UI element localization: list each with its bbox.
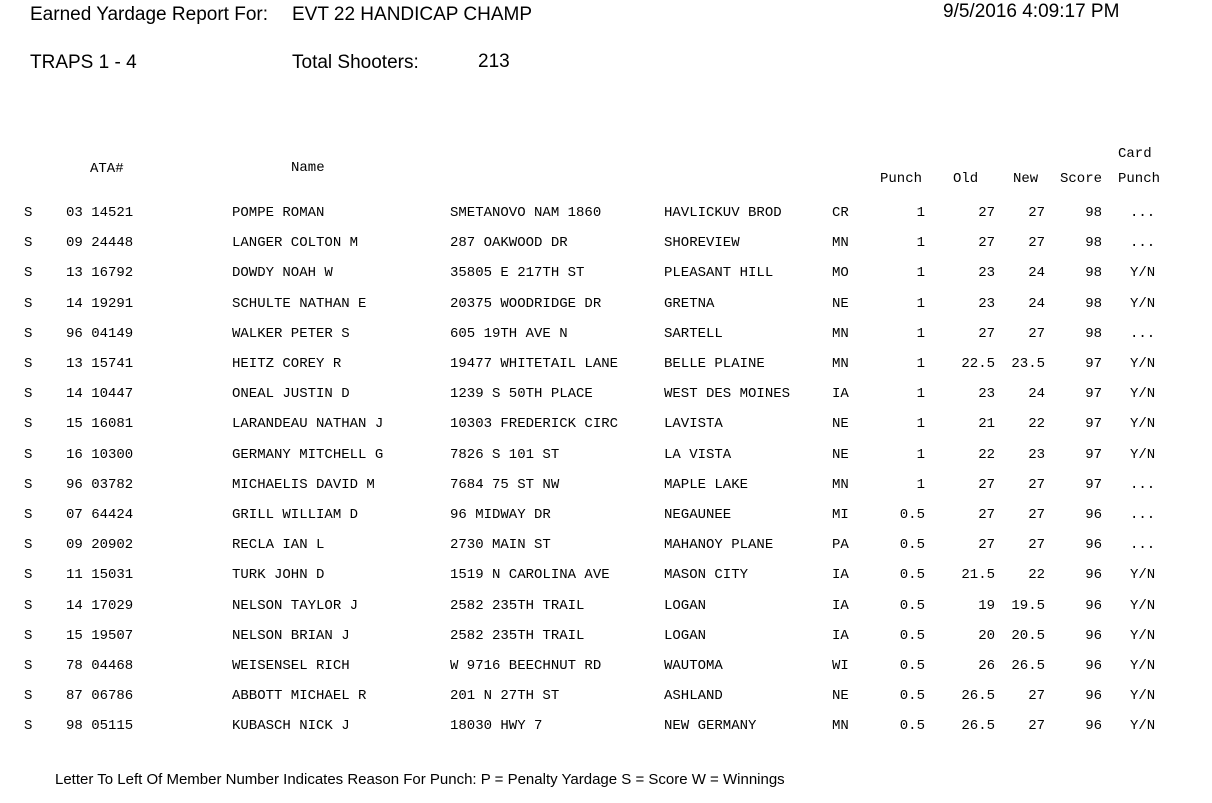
cell-city: NEW GERMANY — [664, 718, 757, 735]
cell-old: 27 — [978, 507, 995, 523]
table-row — [0, 326, 1212, 356]
cell-score: 97 — [1085, 386, 1102, 403]
cell-state: IA — [832, 597, 849, 614]
cell-card: Y/N — [1130, 718, 1156, 735]
cell-score: 98 — [1085, 295, 1102, 312]
cell-punch: 0.5 — [899, 627, 925, 644]
cell-new: 22 — [1028, 416, 1045, 433]
report-title-label: Earned Yardage Report For: — [30, 4, 268, 25]
cell-state: IA — [832, 386, 849, 403]
cell-city: SARTELL — [664, 325, 723, 342]
cell-city: MAPLE LAKE — [664, 476, 749, 493]
table-row — [0, 688, 1212, 718]
cell-punch: 0.5 — [899, 567, 925, 584]
cell-new: 27 — [1028, 325, 1045, 342]
cell-city: GRETNA — [664, 295, 715, 312]
cell-new: 27 — [1028, 235, 1045, 252]
cell-ata: 98 05115 — [66, 718, 134, 735]
cell-old: 21.5 — [961, 567, 995, 584]
col-header-score: Score — [1060, 171, 1103, 187]
cell-address: 7826 S 101 ST — [450, 446, 560, 463]
cell-address: 20375 WOODRIDGE DR — [450, 295, 602, 312]
cell-new: 26.5 — [1011, 658, 1045, 674]
cell-code: S — [24, 476, 33, 493]
table-row — [0, 265, 1212, 295]
table-row — [0, 386, 1212, 416]
cell-code: S — [24, 325, 33, 342]
cell-code: S — [24, 688, 33, 705]
cell-state: NE — [832, 688, 849, 705]
cell-old: 21 — [978, 416, 995, 433]
cell-state: WI — [832, 658, 849, 674]
cell-name: ONEAL JUSTIN D — [232, 386, 350, 403]
cell-card: ... — [1130, 476, 1156, 493]
cell-address: 2582 235TH TRAIL — [450, 627, 585, 644]
cell-old: 26 — [978, 658, 995, 674]
cell-score: 97 — [1085, 446, 1102, 463]
cell-new: 27 — [1028, 537, 1045, 554]
cell-card: Y/N — [1130, 567, 1156, 584]
cell-city: NEGAUNEE — [664, 507, 732, 523]
table-row — [0, 447, 1212, 477]
cell-name: LANGER COLTON M — [232, 235, 359, 252]
col-header-card: Card — [1118, 146, 1152, 162]
col-header-ata: ATA# — [90, 161, 124, 177]
cell-score: 96 — [1085, 718, 1102, 735]
cell-old: 23 — [978, 295, 995, 312]
cell-ata: 03 14521 — [66, 205, 134, 221]
cell-score: 98 — [1085, 325, 1102, 342]
cell-new: 19.5 — [1011, 597, 1045, 614]
cell-state: MI — [832, 507, 849, 523]
cell-new: 24 — [1028, 295, 1045, 312]
cell-score: 96 — [1085, 688, 1102, 705]
cell-old: 27 — [978, 205, 995, 221]
cell-punch: 0.5 — [899, 658, 925, 674]
cell-state: MN — [832, 356, 849, 372]
cell-name: LARANDEAU NATHAN J — [232, 416, 384, 433]
cell-new: 23.5 — [1011, 356, 1045, 372]
cell-score: 97 — [1085, 476, 1102, 493]
cell-ata: 07 64424 — [66, 507, 134, 523]
cell-name: WEISENSEL RICH — [232, 658, 350, 674]
cell-old: 23 — [978, 265, 995, 282]
cell-old: 22.5 — [961, 356, 995, 372]
cell-address: 287 OAKWOOD DR — [450, 235, 568, 252]
cell-name: GRILL WILLIAM D — [232, 507, 359, 523]
cell-card: Y/N — [1130, 597, 1156, 614]
cell-card: Y/N — [1130, 416, 1156, 433]
cell-name: GERMANY MITCHELL G — [232, 446, 384, 463]
cell-city: WAUTOMA — [664, 658, 723, 674]
col-header-card-punch: Punch — [1118, 171, 1161, 187]
cell-name: NELSON BRIAN J — [232, 627, 350, 644]
cell-city: PLEASANT HILL — [664, 265, 774, 282]
cell-card: ... — [1130, 205, 1156, 221]
cell-old: 22 — [978, 446, 995, 463]
cell-card: Y/N — [1130, 627, 1156, 644]
event-name: EVT 22 HANDICAP CHAMP — [292, 4, 533, 25]
cell-city: SHOREVIEW — [664, 235, 740, 252]
cell-card: ... — [1130, 537, 1156, 554]
cell-punch: 1 — [916, 295, 925, 312]
cell-score: 96 — [1085, 567, 1102, 584]
col-header-old: Old — [953, 171, 979, 187]
cell-code: S — [24, 416, 33, 433]
cell-code: S — [24, 205, 33, 221]
cell-address: 7684 75 ST NW — [450, 476, 560, 493]
table-row — [0, 567, 1212, 597]
cell-code: S — [24, 295, 33, 312]
cell-punch: 1 — [916, 386, 925, 403]
cell-code: S — [24, 386, 33, 403]
cell-name: KUBASCH NICK J — [232, 718, 350, 735]
cell-address: 1519 N CAROLINA AVE — [450, 567, 610, 584]
cell-state: MN — [832, 718, 849, 735]
cell-ata: 14 17029 — [66, 597, 134, 614]
cell-new: 20.5 — [1011, 627, 1045, 644]
cell-old: 27 — [978, 476, 995, 493]
cell-ata: 14 19291 — [66, 295, 134, 312]
cell-address: 1239 S 50TH PLACE — [450, 386, 593, 403]
cell-code: S — [24, 567, 33, 584]
cell-state: MN — [832, 235, 849, 252]
cell-name: TURK JOHN D — [232, 567, 325, 584]
cell-ata: 15 19507 — [66, 627, 134, 644]
cell-score: 97 — [1085, 356, 1102, 372]
cell-punch: 0.5 — [899, 597, 925, 614]
cell-state: IA — [832, 627, 849, 644]
cell-address: 19477 WHITETAIL LANE — [450, 356, 619, 372]
cell-ata: 96 03782 — [66, 476, 134, 493]
cell-new: 22 — [1028, 567, 1045, 584]
table-row — [0, 416, 1212, 446]
cell-code: S — [24, 627, 33, 644]
cell-name: NELSON TAYLOR J — [232, 597, 359, 614]
cell-old: 27 — [978, 537, 995, 554]
cell-city: LOGAN — [664, 627, 707, 644]
cell-city: LA VISTA — [664, 446, 732, 463]
table-row — [0, 718, 1212, 748]
cell-score: 96 — [1085, 658, 1102, 674]
cell-punch: 1 — [916, 416, 925, 433]
cell-state: MO — [832, 265, 849, 282]
cell-old: 20 — [978, 627, 995, 644]
cell-score: 96 — [1085, 627, 1102, 644]
cell-ata: 96 04149 — [66, 325, 134, 342]
traps-label: TRAPS 1 - 4 — [30, 52, 137, 73]
cell-new: 27 — [1028, 507, 1045, 523]
cell-ata: 15 16081 — [66, 416, 134, 433]
cell-code: S — [24, 446, 33, 463]
cell-ata: 78 04468 — [66, 658, 134, 674]
cell-old: 27 — [978, 235, 995, 252]
cell-old: 23 — [978, 386, 995, 403]
cell-punch: 1 — [916, 235, 925, 252]
cell-address: 2582 235TH TRAIL — [450, 597, 585, 614]
col-header-punch: Punch — [880, 171, 923, 187]
cell-punch: 1 — [916, 446, 925, 463]
cell-score: 98 — [1085, 235, 1102, 252]
cell-ata: 13 16792 — [66, 265, 134, 282]
cell-name: POMPE ROMAN — [232, 205, 325, 221]
cell-punch: 1 — [916, 325, 925, 342]
cell-ata: 11 15031 — [66, 567, 134, 584]
cell-state: MN — [832, 325, 849, 342]
cell-punch: 1 — [916, 265, 925, 282]
cell-card: ... — [1130, 507, 1156, 523]
cell-city: LAVISTA — [664, 416, 723, 433]
table-row — [0, 356, 1212, 386]
cell-new: 27 — [1028, 205, 1045, 221]
table-row — [0, 235, 1212, 265]
cell-punch: 0.5 — [899, 507, 925, 523]
cell-name: DOWDY NOAH W — [232, 265, 333, 282]
table-row — [0, 507, 1212, 537]
cell-new: 23 — [1028, 446, 1045, 463]
cell-card: Y/N — [1130, 386, 1156, 403]
cell-code: S — [24, 265, 33, 282]
table-row — [0, 628, 1212, 658]
cell-punch: 1 — [916, 205, 925, 221]
cell-state: MN — [832, 476, 849, 493]
cell-code: S — [24, 507, 33, 523]
cell-old: 26.5 — [961, 718, 995, 735]
cell-ata: 09 24448 — [66, 235, 134, 252]
cell-ata: 13 15741 — [66, 356, 134, 372]
cell-punch: 0.5 — [899, 718, 925, 735]
cell-punch: 0.5 — [899, 688, 925, 705]
cell-card: ... — [1130, 325, 1156, 342]
cell-state: NE — [832, 446, 849, 463]
cell-address: SMETANOVO NAM 1860 — [450, 205, 602, 221]
total-shooters-value: 213 — [478, 51, 510, 72]
cell-score: 96 — [1085, 537, 1102, 554]
table-row — [0, 477, 1212, 507]
cell-city: MASON CITY — [664, 567, 749, 584]
cell-city: LOGAN — [664, 597, 707, 614]
cell-card: ... — [1130, 235, 1156, 252]
cell-card: Y/N — [1130, 356, 1156, 372]
cell-score: 96 — [1085, 507, 1102, 523]
table-row — [0, 205, 1212, 235]
cell-code: S — [24, 718, 33, 735]
cell-city: ASHLAND — [664, 688, 723, 705]
cell-punch: 1 — [916, 476, 925, 493]
cell-old: 26.5 — [961, 688, 995, 705]
footer-legend: Letter To Left Of Member Number Indicates Reason For Punch: P = Penalty Yardage S = Score W = Winnings — [55, 771, 785, 788]
cell-new: 27 — [1028, 718, 1045, 735]
cell-address: 2730 MAIN ST — [450, 537, 551, 554]
cell-state: IA — [832, 567, 849, 584]
cell-state: PA — [832, 537, 849, 554]
cell-city: HAVLICKUV BROD — [664, 205, 782, 221]
cell-card: Y/N — [1130, 265, 1156, 282]
cell-address: W 9716 BEECHNUT RD — [450, 658, 602, 674]
cell-state: NE — [832, 416, 849, 433]
cell-score: 96 — [1085, 597, 1102, 614]
cell-address: 605 19TH AVE N — [450, 325, 568, 342]
table-row — [0, 296, 1212, 326]
cell-punch: 0.5 — [899, 537, 925, 554]
cell-card: Y/N — [1130, 658, 1156, 674]
cell-name: RECLA IAN L — [232, 537, 325, 554]
total-shooters-label: Total Shooters: — [292, 52, 419, 73]
cell-ata: 87 06786 — [66, 688, 134, 705]
cell-code: S — [24, 658, 33, 674]
table-row — [0, 658, 1212, 688]
cell-ata: 16 10300 — [66, 446, 134, 463]
report-datetime: 9/5/2016 4:09:17 PM — [943, 1, 1120, 22]
cell-ata: 14 10447 — [66, 386, 134, 403]
col-header-name: Name — [291, 160, 325, 176]
cell-address: 18030 HWY 7 — [450, 718, 543, 735]
cell-score: 98 — [1085, 205, 1102, 221]
cell-new: 27 — [1028, 476, 1045, 493]
cell-address: 201 N 27TH ST — [450, 688, 560, 705]
cell-card: Y/N — [1130, 446, 1156, 463]
cell-code: S — [24, 235, 33, 252]
cell-city: BELLE PLAINE — [664, 356, 765, 372]
cell-ata: 09 20902 — [66, 537, 134, 554]
cell-old: 19 — [978, 597, 995, 614]
cell-address: 96 MIDWAY DR — [450, 507, 551, 523]
cell-code: S — [24, 537, 33, 554]
cell-name: SCHULTE NATHAN E — [232, 295, 367, 312]
cell-state: NE — [832, 295, 849, 312]
cell-address: 10303 FREDERICK CIRC — [450, 416, 619, 433]
cell-address: 35805 E 217TH ST — [450, 265, 585, 282]
cell-old: 27 — [978, 325, 995, 342]
cell-score: 97 — [1085, 416, 1102, 433]
cell-city: MAHANOY PLANE — [664, 537, 774, 554]
cell-name: MICHAELIS DAVID M — [232, 476, 375, 493]
cell-card: Y/N — [1130, 295, 1156, 312]
cell-code: S — [24, 597, 33, 614]
cell-score: 98 — [1085, 265, 1102, 282]
cell-code: S — [24, 356, 33, 372]
cell-city: WEST DES MOINES — [664, 386, 791, 403]
cell-name: WALKER PETER S — [232, 325, 350, 342]
cell-name: ABBOTT MICHAEL R — [232, 688, 367, 705]
cell-state: CR — [832, 205, 849, 221]
cell-card: Y/N — [1130, 688, 1156, 705]
table-row — [0, 537, 1212, 567]
cell-new: 24 — [1028, 386, 1045, 403]
col-header-new: New — [1013, 171, 1039, 187]
cell-name: HEITZ COREY R — [232, 356, 342, 372]
table-row — [0, 598, 1212, 628]
cell-punch: 1 — [916, 356, 925, 372]
cell-new: 27 — [1028, 688, 1045, 705]
cell-new: 24 — [1028, 265, 1045, 282]
